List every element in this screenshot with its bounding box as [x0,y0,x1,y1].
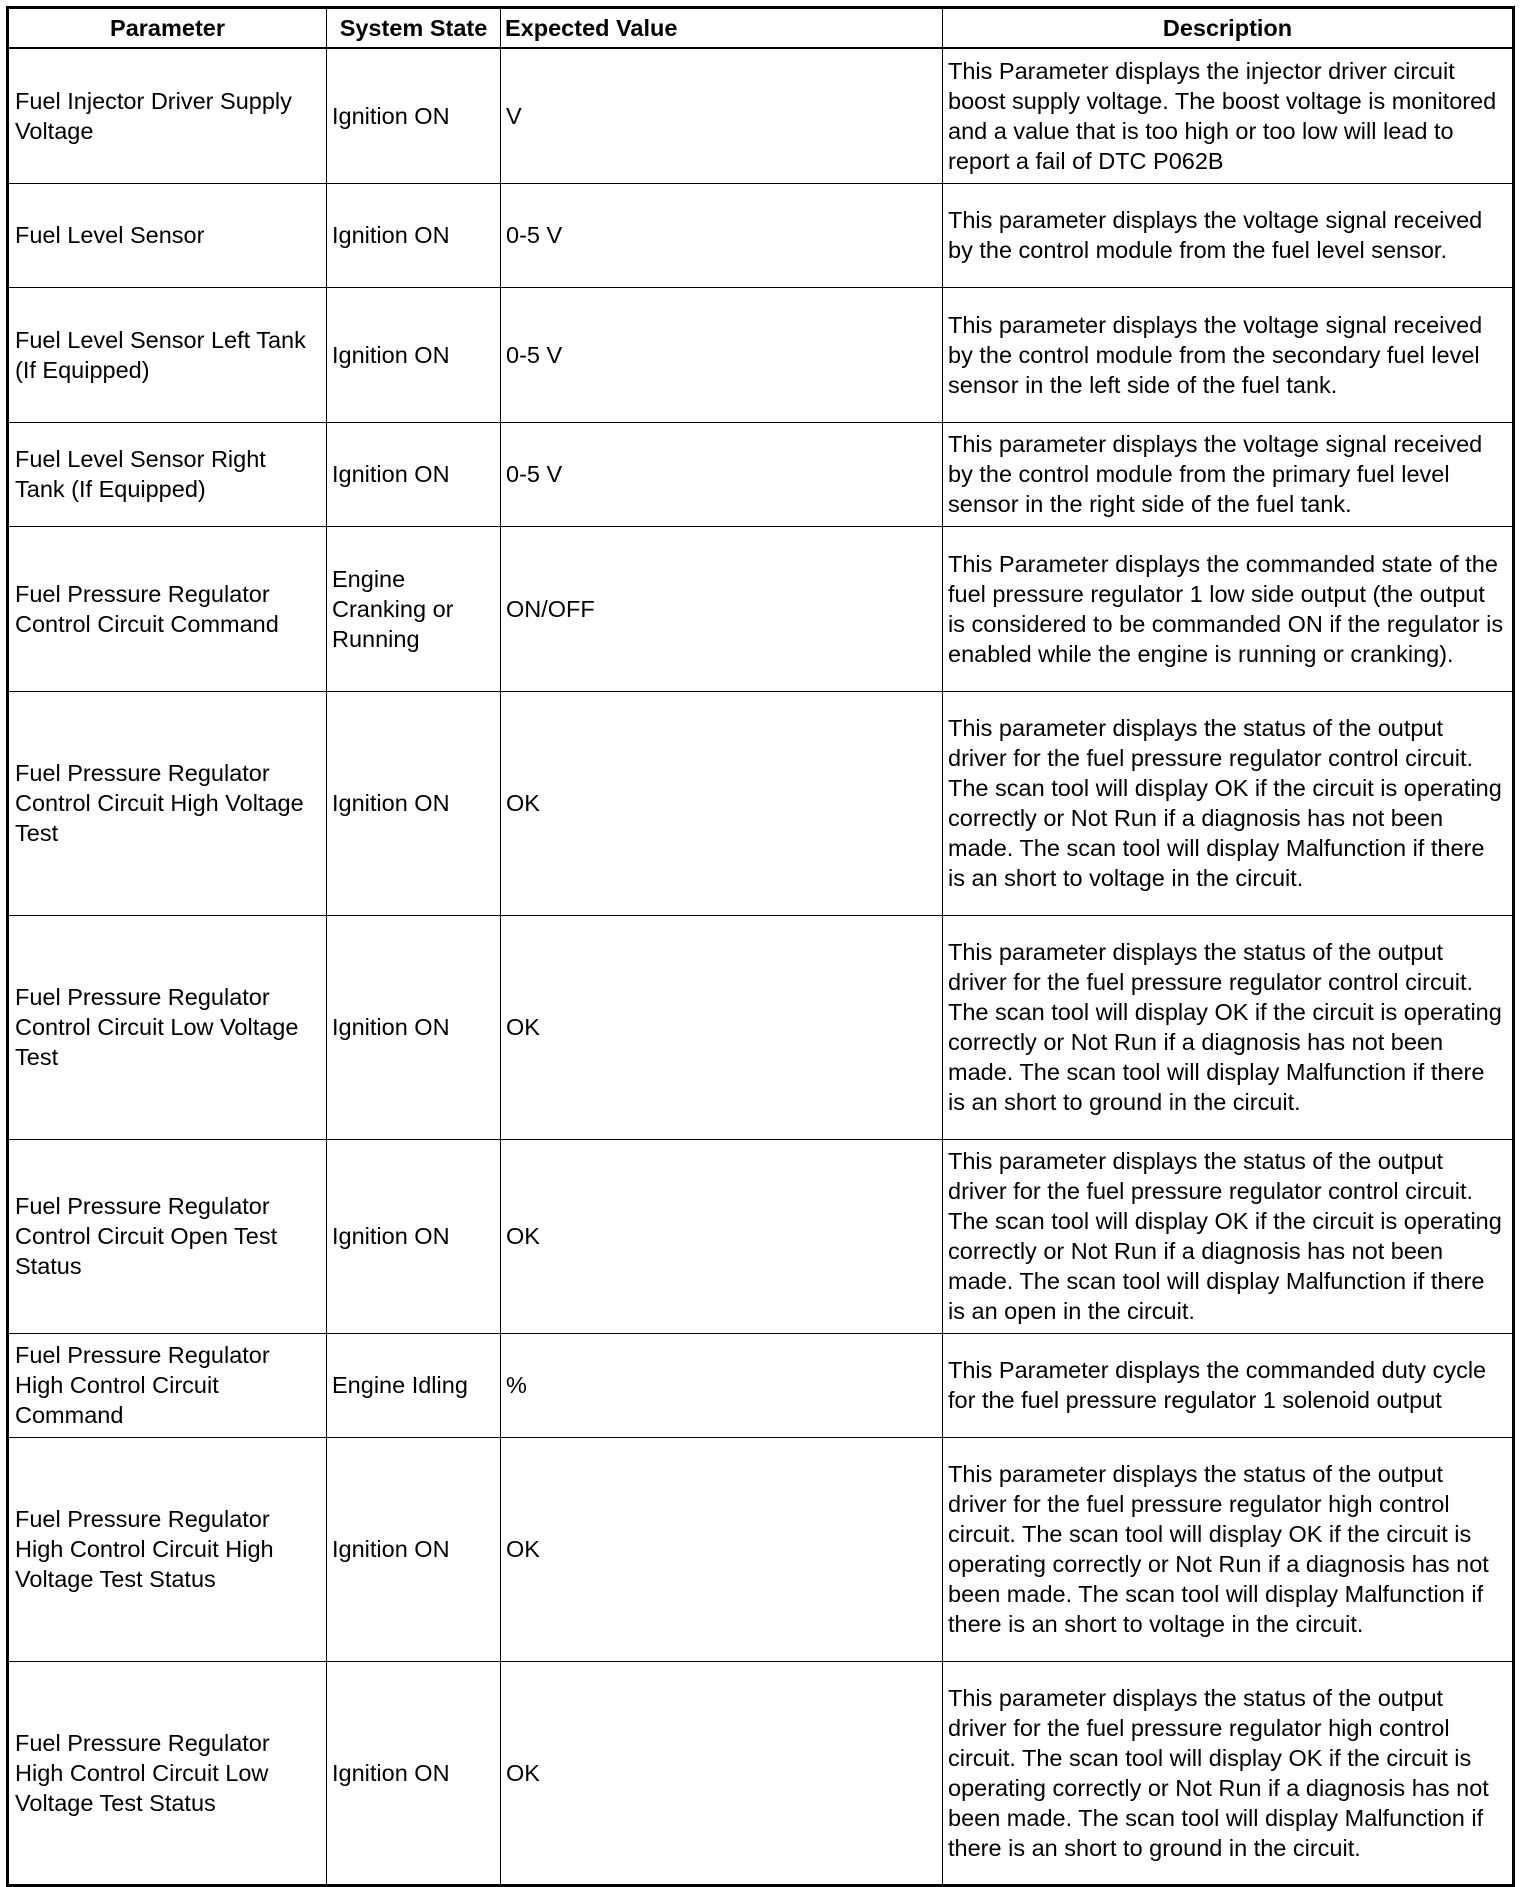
cell-system-state: Ignition ON [327,183,501,287]
table-row [8,287,1514,422]
cell-description: This parameter displays the voltage signal received by the control module from the secondary fuel level sensor in the left side of the fuel tank. [943,287,1514,422]
cell-description: This parameter displays the status of the output driver for the fuel pressure regulator high control circuit. The scan tool will display OK if the circuit is operating correctly or Not Run if a diagnosis has not been made. The scan tool will display Malfunction if there is an short to voltage in the circuit. [943,1437,1514,1661]
header-system-state: System State [327,8,501,49]
table-row [8,422,1514,526]
header-parameter: Parameter [8,8,327,49]
cell-parameter: Fuel Level Sensor [8,183,327,287]
cell-expected-value: 0-5 V [501,422,943,526]
cell-parameter: Fuel Level Sensor Right Tank (If Equipped) [8,422,327,526]
cell-expected-value: OK [501,1661,943,1885]
table-body [8,48,1514,1885]
cell-description: This Parameter displays the commanded duty cycle for the fuel pressure regulator 1 solenoid output [943,1333,1514,1437]
table-row [8,183,1514,287]
table-row [8,915,1514,1139]
cell-parameter: Fuel Pressure Regulator High Control Circuit Command [8,1333,327,1437]
cell-description: This parameter displays the voltage signal received by the control module from the primary fuel level sensor in the right side of the fuel tank. [943,422,1514,526]
cell-description: This Parameter displays the injector driver circuit boost supply voltage. The boost voltage is monitored and a value that is too high or too low will lead to report a fail of DTC P062B [943,48,1514,183]
cell-expected-value: 0-5 V [501,287,943,422]
cell-parameter: Fuel Level Sensor Left Tank (If Equipped) [8,287,327,422]
table-row [8,1139,1514,1333]
cell-system-state: Ignition ON [327,48,501,183]
cell-expected-value: OK [501,1437,943,1661]
table-row [8,526,1514,691]
cell-parameter: Fuel Pressure Regulator High Control Circuit High Voltage Test Status [8,1437,327,1661]
cell-description: This parameter displays the status of the output driver for the fuel pressure regulator control circuit. The scan tool will display OK if the circuit is operating correctly or Not Run if a diagnosis has not been made. The scan tool will display Malfunction if there is an short to ground in the circuit. [943,915,1514,1139]
cell-description: This parameter displays the status of the output driver for the fuel pressure regulator high control circuit. The scan tool will display OK if the circuit is operating correctly or Not Run if a diagnosis has not been made. The scan tool will display Malfunction if there is an short to ground in the circuit. [943,1661,1514,1885]
parameter-table [6,6,1515,1887]
header-expected-value: Expected Value [501,8,943,49]
cell-system-state: Ignition ON [327,1437,501,1661]
cell-parameter: Fuel Pressure Regulator Control Circuit Low Voltage Test [8,915,327,1139]
cell-system-state: Engine Cranking or Running [327,526,501,691]
cell-description: This Parameter displays the commanded state of the fuel pressure regulator 1 low side output (the output is considered to be commanded ON if the regulator is enabled while the engine is running or cranking). [943,526,1514,691]
cell-description: This parameter displays the voltage signal received by the control module from the fuel level sensor. [943,183,1514,287]
cell-parameter: Fuel Pressure Regulator Control Circuit Command [8,526,327,691]
cell-system-state: Ignition ON [327,691,501,915]
cell-system-state: Ignition ON [327,287,501,422]
cell-expected-value: % [501,1333,943,1437]
header-row [8,8,1514,49]
cell-expected-value: ON/OFF [501,526,943,691]
cell-expected-value: V [501,48,943,183]
table-row [8,691,1514,915]
cell-parameter: Fuel Injector Driver Supply Voltage [8,48,327,183]
cell-system-state: Ignition ON [327,422,501,526]
cell-description: This parameter displays the status of the output driver for the fuel pressure regulator control circuit. The scan tool will display OK if the circuit is operating correctly or Not Run if a diagnosis has not been made. The scan tool will display Malfunction if there is an short to voltage in the circuit. [943,691,1514,915]
cell-system-state: Engine Idling [327,1333,501,1437]
table-row [8,1661,1514,1885]
header-description: Description [943,8,1514,49]
cell-system-state: Ignition ON [327,915,501,1139]
cell-system-state: Ignition ON [327,1139,501,1333]
cell-parameter: Fuel Pressure Regulator Control Circuit Open Test Status [8,1139,327,1333]
table-row [8,1437,1514,1661]
cell-system-state: Ignition ON [327,1661,501,1885]
cell-expected-value: OK [501,915,943,1139]
cell-expected-value: OK [501,691,943,915]
cell-parameter: Fuel Pressure Regulator High Control Circuit Low Voltage Test Status [8,1661,327,1885]
cell-description: This parameter displays the status of the output driver for the fuel pressure regulator control circuit. The scan tool will display OK if the circuit is operating correctly or Not Run if a diagnosis has not been made. The scan tool will display Malfunction if there is an open in the circuit. [943,1139,1514,1333]
cell-expected-value: 0-5 V [501,183,943,287]
table-header [8,8,1514,49]
table-row [8,48,1514,183]
cell-expected-value: OK [501,1139,943,1333]
cell-parameter: Fuel Pressure Regulator Control Circuit High Voltage Test [8,691,327,915]
table-row [8,1333,1514,1437]
